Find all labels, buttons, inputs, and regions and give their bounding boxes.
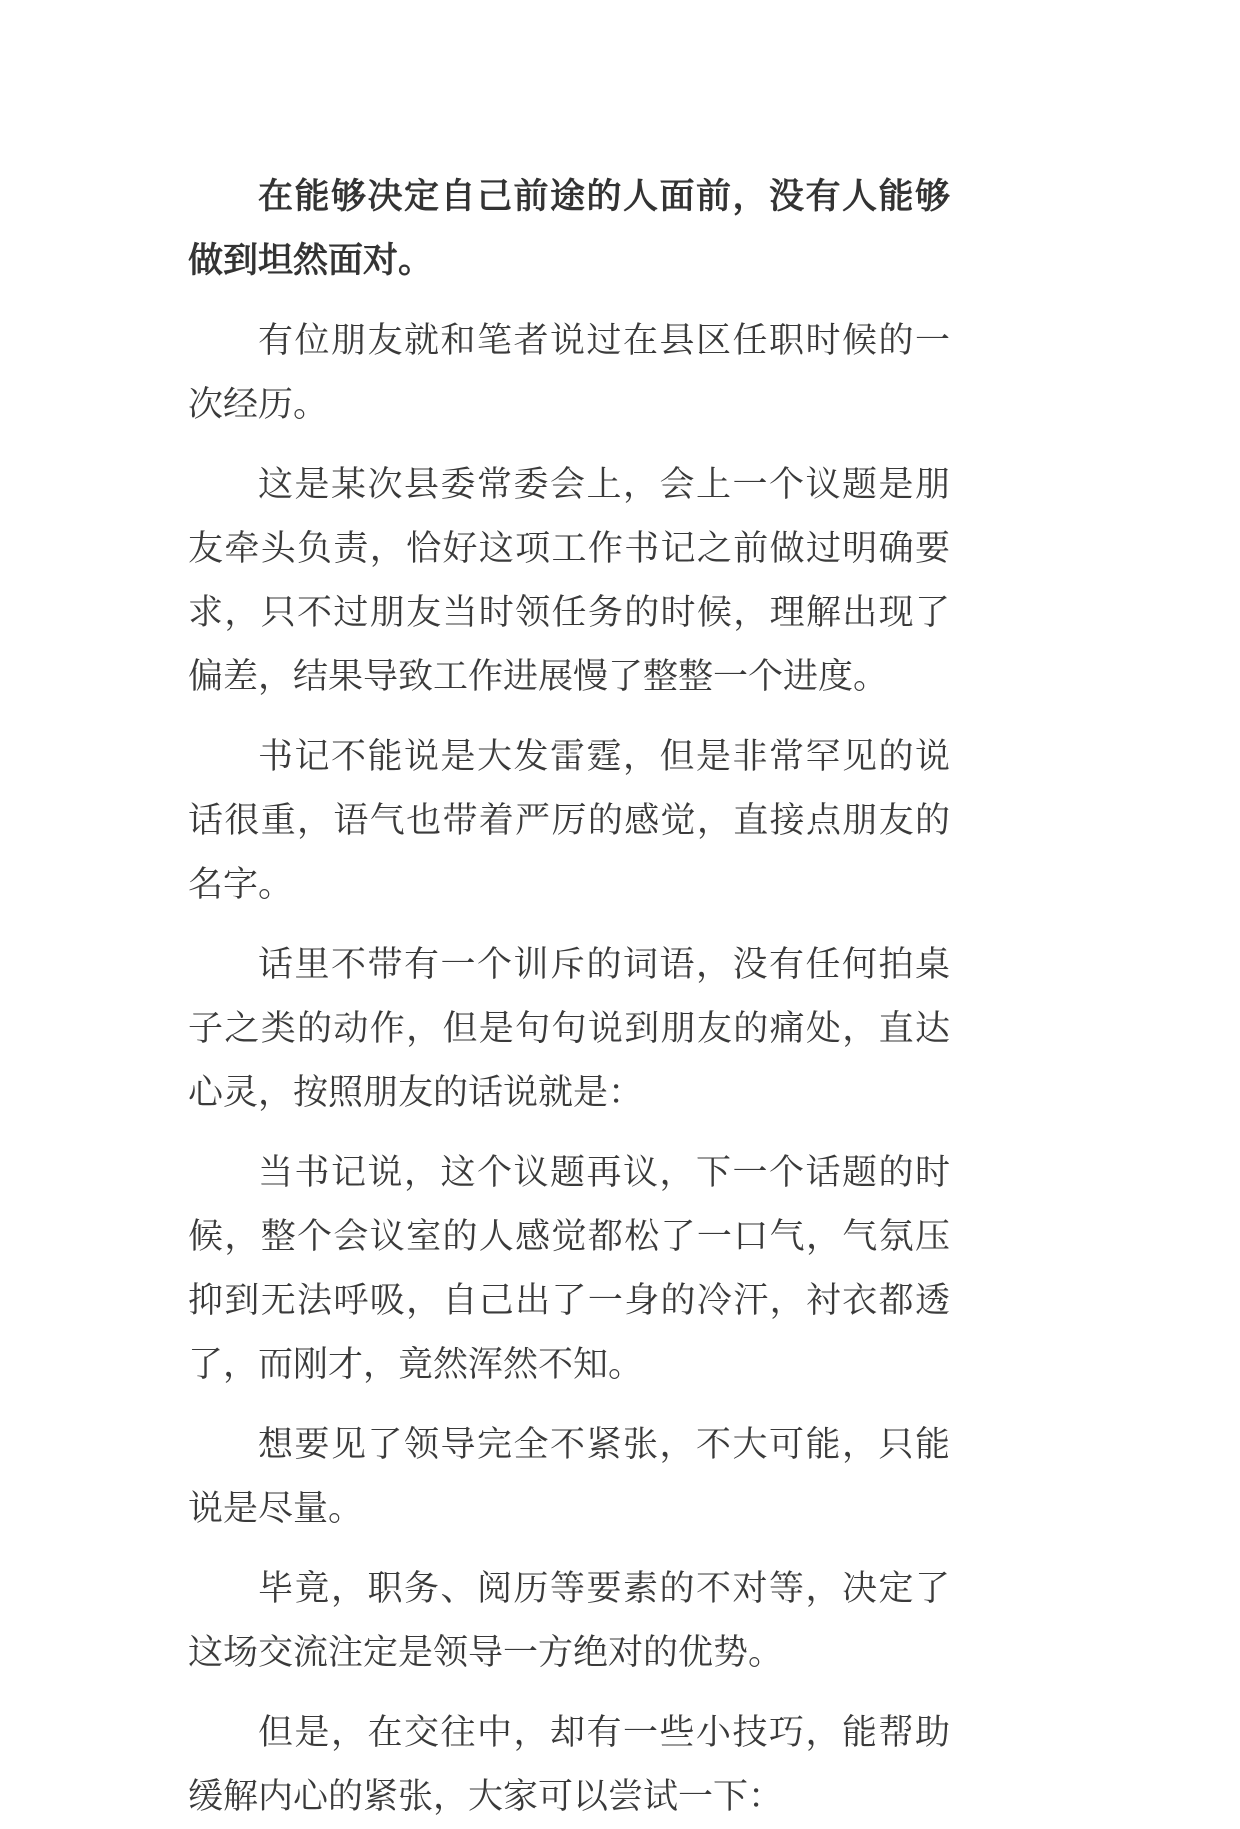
- paragraph: 有位朋友就和笔者说过在县区任职时候的一次经历。: [188, 321, 950, 425]
- paragraph-heading: 在能够决定自己前途的人面前，没有人能够做到坦然面对。: [188, 177, 950, 281]
- paragraph: 书记不能说是大发雷霆，但是非常罕见的说话很重，语气也带着严厉的感觉，直接点朋友的名字。: [188, 737, 950, 905]
- paragraph: 当书记说，这个议题再议，下一个话题的时候，整个会议室的人感觉都松了一口气，气氛压抑到无法呼吸，自己出了一身的冷汗，衬衣都透了，而刚才，竟然浑然不知。: [188, 1153, 950, 1385]
- paragraph: 毕竟，职务、阅历等要素的不对等，决定了这场交流注定是领导一方绝对的优势。: [188, 1569, 950, 1673]
- paragraph: 这是某次县委常委会上，会上一个议题是朋友牵头负责，恰好这项工作书记之前做过明确要求，只不过朋友当时领任务的时候，理解出现了偏差，结果导致工作进展慢了整整一个进度。: [188, 465, 950, 697]
- paragraph: 但是，在交往中，却有一些小技巧，能帮助缓解内心的紧张，大家可以尝试一下：: [188, 1713, 950, 1817]
- paragraph: 话里不带有一个训斥的词语，没有任何拍桌子之类的动作，但是句句说到朋友的痛处，直达心灵，按照朋友的话说就是：: [188, 945, 950, 1113]
- paragraph: 想要见了领导完全不紧张，不大可能，只能说是尽量。: [188, 1425, 950, 1529]
